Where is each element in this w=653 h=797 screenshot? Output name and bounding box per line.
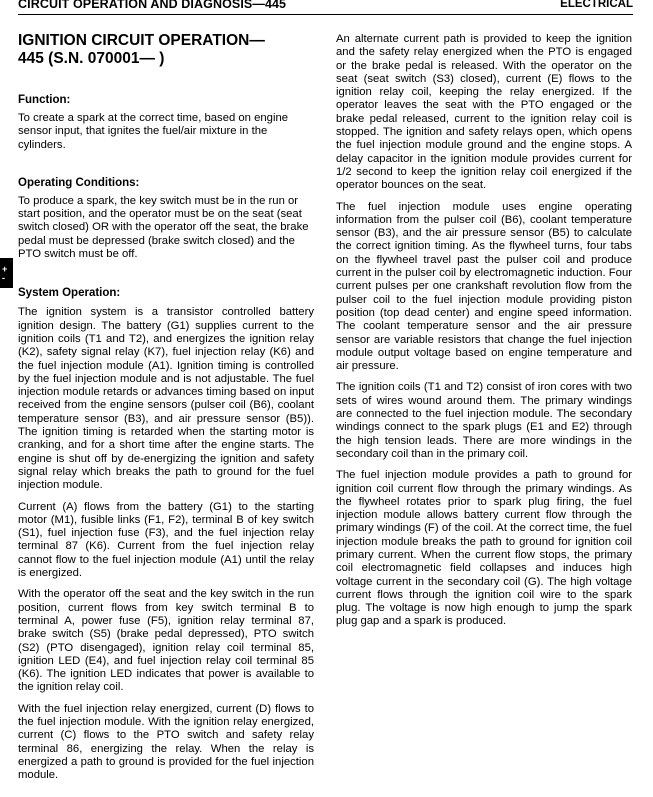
right-column <box>336 33 632 629</box>
conditions-heading: Operating Conditions: <box>18 176 140 189</box>
system-paragraph-4: With the fuel injection relay energized, current (D) flows to the fuel injection module. With the ignition relay energized, current (C) flows to the PTO switch and safety relay terminal 86, energizing the relay. When the relay is energized a path to ground is provided for the fuel injection module. <box>18 702 314 782</box>
system-paragraph-6: The fuel injection module uses engine operating information from the pulser coil (B6), coolant temperature sensor (B3), and the air pressure sensor (B5) to calculate the correct ignition timing. As the flywheel turns, four tabs on the flywheel travel past the pulser coil and produce current in the pulser coil by electromagnetic induction. Four current pulses per one crankshaft revolution flow from the pulser coil to the fuel injection module providing piston position (top dead center) and engine speed information. The coolant temperature sensor and the air pressure sensor are variable resistors that change the fuel injection module output voltage based on engine temperature and air pressure. <box>336 200 632 373</box>
title-line-1: IGNITION CIRCUIT OPERATION— <box>18 32 265 49</box>
system-paragraph-7: The ignition coils (T1 and T2) consist of iron cores with two sets of wires wound around them. The primary windings are connected to the fuel injection module. The secondary windings connect to the spark plugs (E1 and E2) through the high tension leads. There are more windings in the secondary coil than in the primary coil. <box>336 381 632 460</box>
section-header: CIRCUIT OPERATION AND DIAGNOSIS—445 <box>18 0 287 11</box>
system-paragraph-2: Current (A) flows from the battery (G1) to the starting motor (M1), fusible links (F1, F2), terminal B of key switch (S1), fuel injection fuse (F3), and the fuel injection relay terminal 87 (K6). Current from the fuel injection relay cannot flow to the fuel injection module (A1) until the relay is energized. <box>18 500 314 580</box>
conditions-text: To produce a spark, the key switch must be in the run or start position, and the operator must be on the seat (seat switch closed) OR with the operator off the seat, the brake pedal must be depressed (brake switch closed) and the PTO switch must be off. <box>18 194 309 261</box>
system-paragraph-1: The ignition system is a transistor controlled battery ignition design. The battery (G1) supplies current to the ignition coils (T1 and T2), and energizes the ignition relay (K2), safety signal relay (K7), fuel injection relay (K6) and the fuel injection module (A1). Ignition timing is controlled by the fuel injection module and is not adjustable. The fuel injection module retards or advances timing based on input received from the engine sensors (pulser coil (B6), coolant temperature sensor (B3), and air pressure sensor (B5)). The ignition timing is retarded when the starting motor is cranking, and for a short time after the engine starts. The engine is shut off by de-energizing the ignition and safety signal relay which breaks the path to ground for the fuel injection module. <box>18 306 314 492</box>
function-text: To create a spark at the correct time, based on engine sensor input, that ignites the fuel/air mixture in the cylinders. <box>18 112 289 151</box>
page-title <box>18 32 314 68</box>
chapter-header: ELECTRICAL <box>560 0 633 10</box>
side-tab-marker <box>0 258 13 288</box>
system-paragraph-5: An alternate current path is provided to keep the ignition and the safety relay energized when the PTO is engaged or the brake pedal is released. With the operator on the seat (seat switch (S3) closed), current (E) flows to the ignition relay coil, keeping the relay energized. If the operator leaves the seat with the PTO engaged or the brake pedal released, current to the ignition relay coil is stopped. The ignition and safety relays open, which opens the fuel injection module ground and the engine stops. A delay capacitor in the ignition module provides current for 1/2 second to keep the ignition relay coil energized if the operator bounces on the seat. <box>336 33 632 192</box>
title-line-2: 445 (S.N. 070001— ) <box>18 50 165 67</box>
tab-plus-icon: + - <box>2 264 8 283</box>
running-header <box>18 0 633 15</box>
function-heading: Function: <box>18 94 71 106</box>
system-paragraph-8: The fuel injection module provides a path to ground for ignition coil current flow through the primary windings. As the flywheel rotates prior to spark plug firing, the fuel injection module allows battery current flow through the primary windings (F) of the coil. At the correct time, the fuel injection module breaks the path to ground for ignition coil primary current. When the current flow stops, the primary coil electromagnetic field collapses and induces high voltage current in the secondary coil (G). The high voltage current flows through the ignition coil wire to the spark plug. The voltage is now high enough to jump the spark plug gap and a spark is produced. <box>336 469 632 628</box>
system-heading: System Operation: <box>18 287 121 300</box>
left-column <box>18 32 314 782</box>
system-paragraph-3: With the operator off the seat and the key switch in the run position, current flows from key switch terminal B to terminal A, power fuse (F5), ignition relay terminal 87, brake switch (S5) (brake pedal depressed), PTO switch (S2) (PTO disengaged), ignition relay coil terminal 85, ignition LED (E4), and fuel injection relay coil terminal 85 (K6). The ignition LED indicates that power is available to the ignition relay coil. <box>18 588 314 694</box>
